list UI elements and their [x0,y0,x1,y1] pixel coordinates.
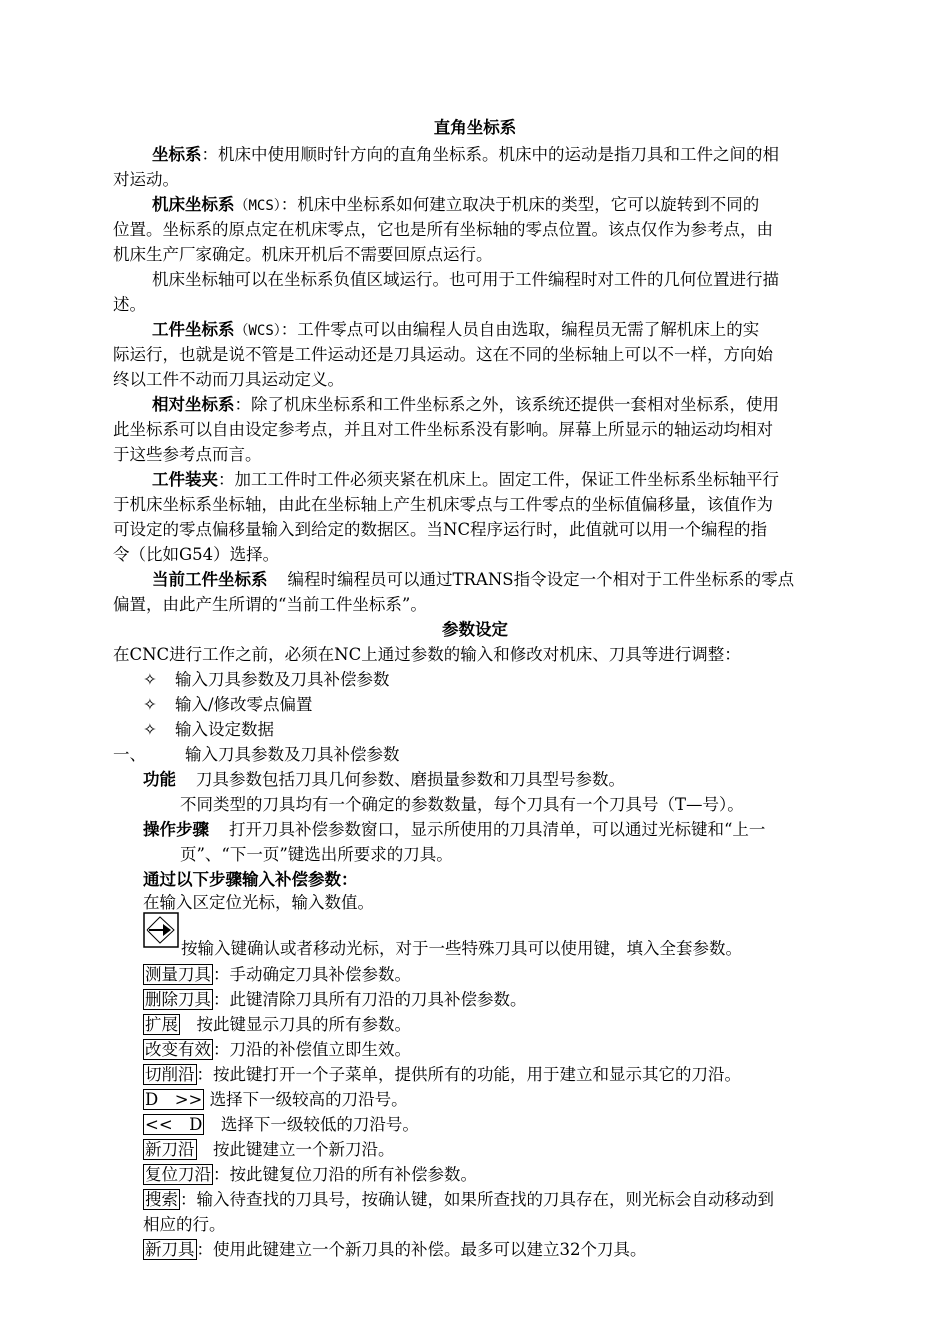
key-desc: 按此键建立一个新刀沿。 [196,1140,395,1159]
para-current-wcs [152,567,922,592]
key-item [143,1137,913,1162]
key-item [143,962,913,987]
para-line: 际运行，也就是说不管是工件运动还是刀具运动。这在不同的坐标轴上可以不一样，方向始 [113,345,773,364]
softkey-label: 改变有效 [145,1040,211,1059]
text: 打开刀具补偿参数窗口，显示所使用的刀具清单，可以通过光标键和“上一 [229,820,766,839]
softkey-label: D >> [145,1090,203,1109]
abbr: （MCS） [234,198,281,214]
bullet-icon: ✧ [143,720,157,739]
bullet-icon: ✧ [143,695,157,714]
para-line: 终以工件不动而刀具运动定义。 [113,370,344,389]
term: 工件坐标系 [152,320,235,339]
para-line: 机床生产厂家确定。机床开机后不需要回原点运行。 [113,245,493,264]
text: 编程时编程员可以通过TRANS指令设定一个相对于工件坐标系的零点 [287,570,795,589]
key-item [143,987,913,1012]
para-steps [143,817,913,842]
softkey-label: 扩展 [145,1015,178,1034]
key-desc: ：输入待查找的刀具号，按确认键，如果所查找的刀具存在，则光标会自动移动到 [180,1190,774,1209]
term: 工件装夹 [152,470,218,489]
para-line: 页”、“下一页”键选出所要求的刀具。 [180,845,453,864]
key-desc: ：按此键打开一个子菜单，提供所有的功能，用于建立和显示其它的刀沿。 [196,1065,741,1084]
softkey-label: 复位刀沿 [145,1165,211,1184]
softkey-label: 搜索 [145,1190,178,1209]
bullet-text: 输入设定数据 [175,720,274,739]
key-desc: 选择下一级较低的刀沿号。 [204,1115,419,1134]
key-desc: 按此键显示刀具的所有参数。 [180,1015,411,1034]
key-desc: ：使用此键建立一个新刀具的补偿。最多可以建立32个刀具。 [196,1240,647,1259]
key-desc: ：按此键复位刀沿的所有补偿参数。 [213,1165,477,1184]
para-coordinate-system [152,142,922,167]
bullet-item [143,667,913,692]
bullet-item [143,717,913,742]
para-line: 述。 [113,295,146,314]
bullet-icon: ✧ [143,670,157,689]
softkey-label: 测量刀具 [145,965,211,984]
softkey-label: 新刀沿 [145,1140,195,1159]
softkey-label: << D [145,1115,203,1134]
key-item [143,1087,913,1112]
term: 功能 [143,770,176,789]
key-item [143,1237,913,1262]
para-line: 位置。坐标系的原点定在机床零点，它也是所有坐标轴的零点位置。该点仅作为参考点，由 [113,220,773,239]
para-line: 在输入区定位光标，输入数值。 [143,893,374,912]
para-line: 于机床坐标系坐标轴，由此在坐标轴上产生机床零点与工件零点的坐标值偏移量，该值作为 [113,495,773,514]
key-item [143,1187,913,1212]
bullet-text: 输入/修改零点偏置 [175,695,313,714]
text: 刀具参数包括刀具几何参数、磨损量参数和刀具型号参数。 [196,770,625,789]
bullet-text: 输入刀具参数及刀具补偿参数 [175,670,390,689]
para-axes: 机床坐标轴可以在坐标系负值区域运行。也可用于工件编程时对工件的几何位置进行描 [152,270,779,289]
item-title: 输入刀具参数及刀具补偿参数 [185,745,400,764]
term: 机床坐标系 [152,195,235,214]
para-mcs [152,192,922,217]
term: 操作步骤 [143,820,209,839]
softkey-label: 新刀具 [145,1240,195,1259]
term: 当前工件坐标系 [152,570,268,589]
text: ：工件零点可以由编程人员自由选取，编程员无需了解机床上的实 [280,320,760,339]
key-item [143,1062,913,1087]
para-line: 可设定的零点偏移量输入到给定的数据区。当NC程序运行时，此值就可以用一个编程的指 [113,520,768,539]
numbered-heading [113,742,883,767]
para-line: 偏置，由此产生所谓的“当前工件坐标系”。 [113,595,427,614]
para-line: 于这些参考点而言。 [113,445,262,464]
softkey-label: 删除刀具 [145,990,211,1009]
para-line: 令（比如G54）选择。 [113,545,280,564]
key-item [143,1162,913,1187]
para-wcs [152,317,922,342]
para-function [143,767,913,792]
text: ：机床中使用顺时针方向的直角坐标系。机床中的运动是指刀具和工件之间的相 [201,145,779,164]
key-desc: 选择下一级较高的刀沿号。 [204,1090,408,1109]
key-desc: ：此键清除刀具所有刀沿的刀具补偿参数。 [213,990,527,1009]
term: 坐标系 [152,145,202,164]
para-line: 对运动。 [113,170,179,189]
para-relative [152,392,922,417]
heading-parameter-setting: 参数设定 [442,620,508,639]
text: ：机床中坐标系如何建立取决于机床的类型，它可以旋转到不同的 [280,195,760,214]
enter-key-icon [143,912,179,948]
para-enter-key: 按输入键确认或者移动光标，对于一些特殊刀具可以使用键，填入全套参数。 [181,939,742,958]
key-item [143,1112,913,1137]
term: 相对坐标系 [152,395,235,414]
para-line: 此坐标系可以自由设定参考点，并且对工件坐标系没有影响。屏幕上所显示的轴运动均相对 [113,420,773,439]
para-intro: 在CNC进行工作之前，必须在NC上通过参数的输入和修改对机床、刀具等进行调整： [113,645,741,664]
text: ：除了机床坐标系和工件坐标系之外，该系统还提供一套相对坐标系，使用 [234,395,779,414]
bullet-item [143,692,913,717]
key-item [143,1037,913,1062]
key-desc: ：手动确定刀具补偿参数。 [213,965,411,984]
text: ：加工工件时工件必须夹紧在机床上。固定工件，保证工件坐标系坐标轴平行 [218,470,779,489]
para-clamping [152,467,922,492]
para-line: 相应的行。 [143,1215,226,1234]
item-number: 一、 [113,745,146,764]
key-item [143,1012,913,1037]
heading-coordinate-systems: 直角坐标系 [433,118,517,137]
softkey-label: 切削沿 [145,1065,195,1084]
key-desc: ：刀沿的补偿值立即生效。 [213,1040,411,1059]
para-line: 不同类型的刀具均有一个确定的参数数量，每个刀具有一个刀具号（T—号）。 [180,795,744,814]
subheading-input: 通过以下步骤输入补偿参数： [143,870,358,889]
abbr: （WCS） [234,323,281,339]
